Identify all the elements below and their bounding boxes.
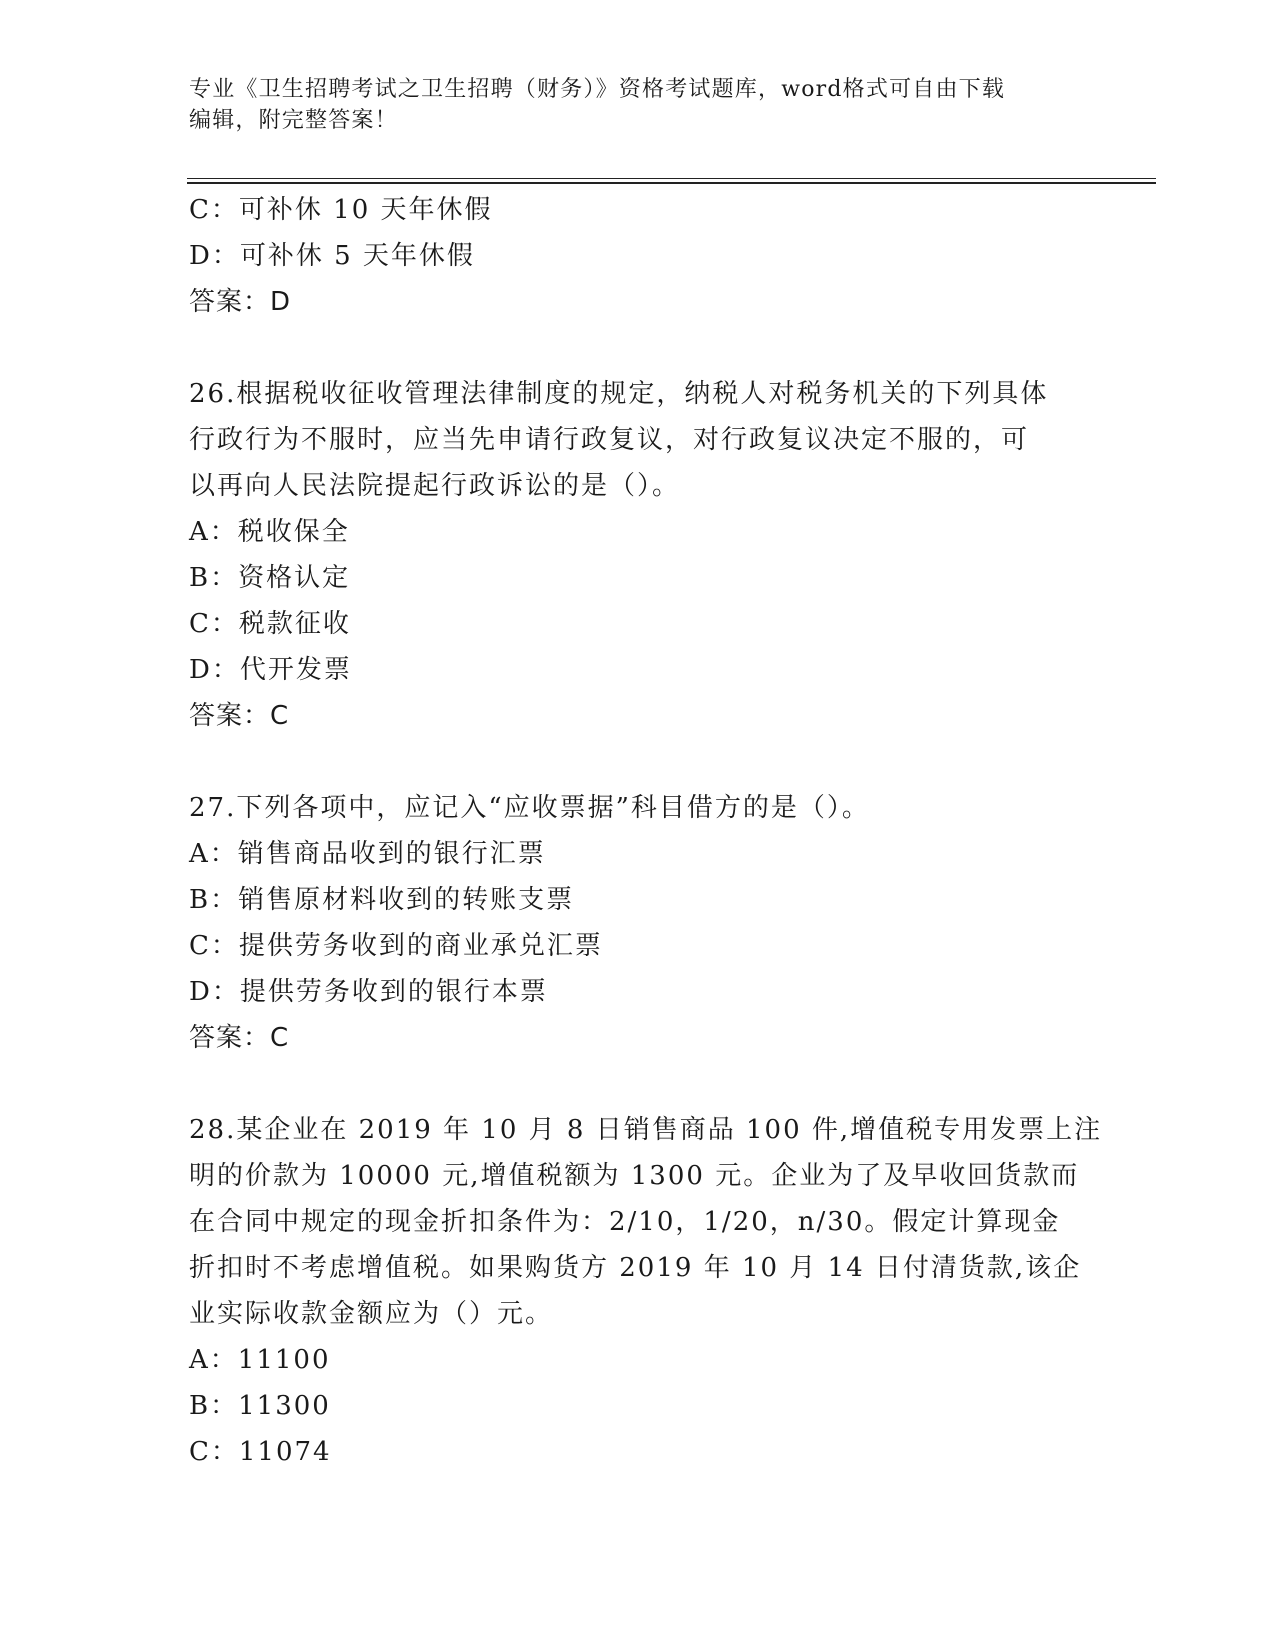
question-25 <box>189 187 1089 325</box>
question-stem-line: 折扣时不考虑增值税。如果购货方 2019 年 10 月 14 日付清货款,该企 <box>189 1253 1082 1283</box>
question-content <box>189 187 1103 1475</box>
question-stem-line: 28.某企业在 2019 年 10 月 8 日销售商品 100 件,增值税专用发票上注 <box>189 1115 1103 1145</box>
option-c: C：提供劳务收到的商业承兑汇票 <box>189 931 603 961</box>
question-26 <box>189 371 1089 739</box>
answer-line: 答案：C <box>189 701 290 731</box>
question-28 <box>189 1107 1103 1475</box>
option-b: B：销售原材料收到的转账支票 <box>189 885 575 915</box>
question-stem-line: 明的价款为 10000 元,增值税额为 1300 元。企业为了及早收回货款而 <box>189 1161 1080 1191</box>
option-a: A：销售商品收到的银行汇票 <box>189 839 546 869</box>
option-b: B：11300 <box>189 1391 331 1421</box>
question-stem-line: 行政行为不服时，应当先申请行政复议，对行政复议决定不服的，可 <box>189 425 1030 455</box>
question-spacer <box>189 325 1089 371</box>
option-c: C：11074 <box>189 1437 332 1467</box>
option-c: C：税款征收 <box>189 609 351 639</box>
question-stem-line: 27.下列各项中，应记入“应收票据”科目借方的是（）。 <box>189 793 870 823</box>
option-c: C：可补休 10 天年休假 <box>189 195 493 225</box>
question-stem-line: 在合同中规定的现金折扣条件为：2/10，1/20，n/30。假定计算现金 <box>189 1207 1061 1237</box>
header-divider-thick <box>187 182 1156 184</box>
question-stem-line: 业实际收款金额应为（）元。 <box>189 1299 554 1329</box>
option-d: D：提供劳务收到的银行本票 <box>189 977 548 1007</box>
header-divider-thin <box>187 178 1156 179</box>
option-a: A：税收保全 <box>189 517 350 547</box>
question-stem-line: 以再向人民法院提起行政诉讼的是（）。 <box>189 471 681 501</box>
option-d: D：可补休 5 天年休假 <box>189 241 475 271</box>
question-spacer <box>189 1061 1089 1107</box>
header-line-1: 专业《卫生招聘考试之卫生招聘（财务）》资格考试题库，word格式可自由下载 <box>189 77 1006 102</box>
option-b: B：资格认定 <box>189 563 351 593</box>
answer-line: 答案：D <box>189 287 292 317</box>
option-a: A：11100 <box>189 1345 331 1375</box>
answer-line: 答案：C <box>189 1023 290 1053</box>
option-d: D：代开发票 <box>189 655 352 685</box>
question-stem-line: 26.根据税收征收管理法律制度的规定，纳税人对税务机关的下列具体 <box>189 379 1049 409</box>
question-spacer <box>189 739 1089 785</box>
question-27 <box>189 785 1089 1061</box>
header-line-2: 编辑，附完整答案！ <box>189 108 398 133</box>
document-header <box>189 74 1089 136</box>
